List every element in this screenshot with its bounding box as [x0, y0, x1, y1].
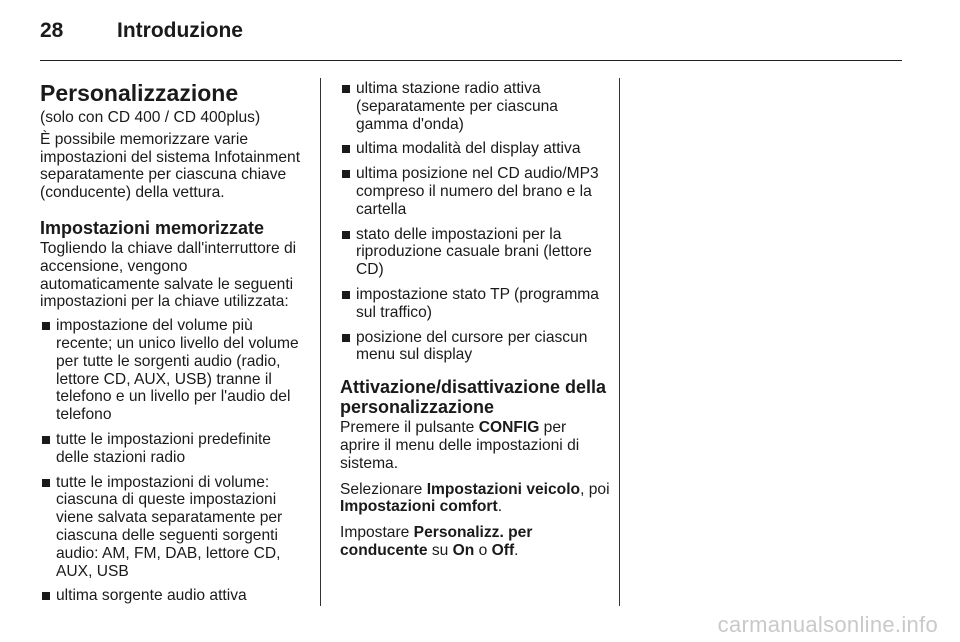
option-name-driver-personalization: Personalizz. per conducente: [340, 524, 533, 559]
menu-name-comfort-settings: Impostazioni comfort: [340, 498, 498, 516]
list-item: stato delle impostazioni per la riproduzione casuale brani (lettore CD): [340, 226, 610, 279]
subsection-paragraph: Togliendo la chiave dall'interruttore di accensione, vengono automaticamente salvate le seguenti impostazioni per la chiave utilizzata:: [40, 239, 297, 311]
list-item: ultima posizione nel CD audio/MP3 compreso il numero del brano e la cartella: [340, 165, 610, 218]
text: Selezionare: [340, 480, 427, 498]
paragraph-config: [340, 419, 610, 472]
list-item: tutte le impostazioni predefinite delle stazioni radio: [40, 431, 306, 467]
menu-name-vehicle-settings: Impostazioni veicolo: [426, 480, 581, 498]
list-item: ultima sorgente audio attiva: [40, 587, 306, 605]
subtitle: (solo con CD 400 / CD 400plus): [40, 109, 261, 126]
left-column: [40, 80, 306, 612]
subsection-heading-impostazioni: Impostazioni memorizzate: [40, 217, 265, 238]
middle-column: [340, 80, 610, 568]
column-divider-1: [320, 78, 321, 606]
list-item: ultima modalità del display attiva: [340, 140, 610, 158]
watermark: carmanualsonline.info: [717, 612, 938, 637]
paragraph-select: [340, 481, 610, 517]
text: , poi: [580, 480, 610, 498]
subsection-heading-attivazione: Attivazione/disattivazione della personalizzazione: [340, 377, 607, 418]
column-divider-2: [619, 78, 620, 606]
spacer: [40, 210, 306, 218]
list-item: tutte le impostazioni di volume: ciascuna di queste impostazioni viene salvata separatamente per ciascuna delle seguenti sorgenti audio: AM, FM, DAB, lettore CD, AUX, USB: [40, 474, 306, 581]
list-item: impostazione stato TP (programma sul traffico): [340, 286, 610, 322]
text: .: [514, 541, 519, 559]
list-item: impostazione del volume più recente; un unico livello del volume per tutte le sorgenti audio (radio, lettore CD, AUX, USB) tranne il telefono e un livello per l'audio del telefono: [40, 317, 306, 424]
chapter-title: Introduzione: [117, 19, 243, 42]
text: o: [474, 541, 492, 559]
list-item: ultima stazione radio attiva (separatamente per ciascuna gamma d'onda): [340, 80, 610, 133]
button-name-config: CONFIG: [478, 419, 540, 437]
list-item: posizione del cursore per ciascun menu sul display: [340, 329, 610, 365]
paragraph-set: [340, 524, 610, 560]
settings-list-right: [340, 80, 610, 364]
text: Impostare: [340, 524, 414, 542]
text: per aprire il menu delle impostazioni di sistema.: [340, 419, 580, 472]
option-value-off: Off: [491, 541, 515, 559]
intro-paragraph: È possibile memorizzare varie impostazioni del sistema Infotainment separatamente per ciascuna chiave (conducente) della vettura.: [40, 130, 301, 202]
section-heading-personalizzazione: Personalizzazione: [40, 80, 239, 106]
text: su: [427, 541, 453, 559]
option-value-on: On: [452, 541, 475, 559]
settings-list-left: [40, 317, 306, 605]
text: .: [497, 498, 503, 516]
page-header: [40, 16, 902, 61]
page-number: 28: [40, 19, 64, 42]
text: Premere il pulsante: [340, 419, 479, 437]
